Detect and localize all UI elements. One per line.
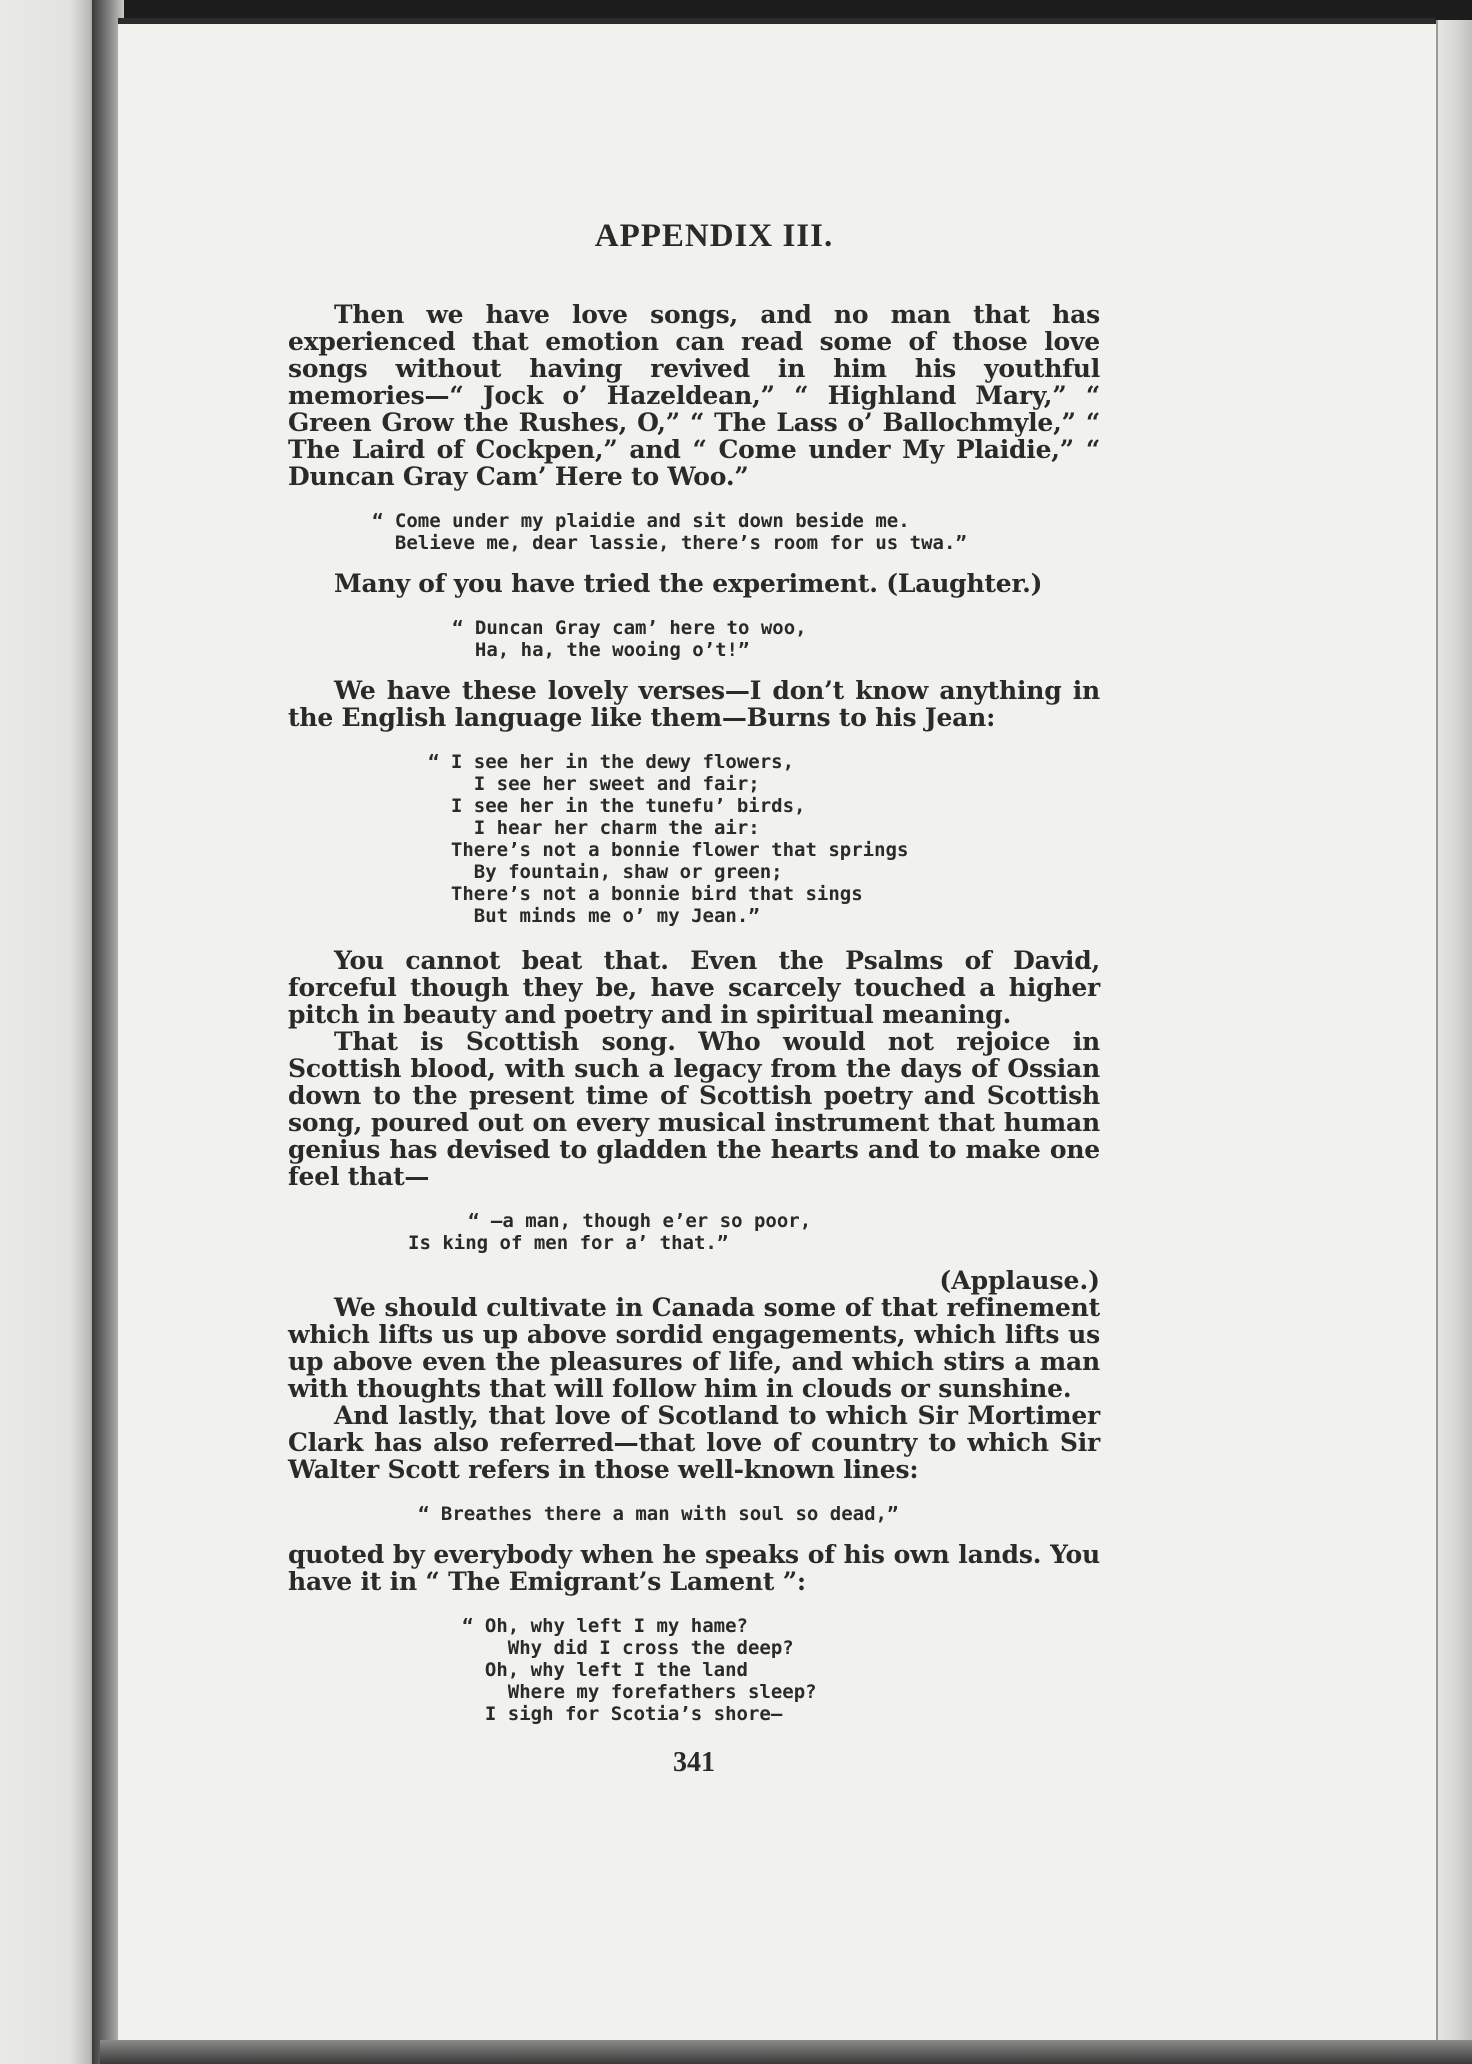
quote-line: By fountain, shaw or green; xyxy=(428,861,783,883)
paragraph-love-of-scotland: And lastly, that love of Scotland to which Sir Mortimer Clark has also referred—that love of country to which Sir Walter Scott refers in those well-known lines: xyxy=(288,1401,1100,1484)
page-title: APPENDIX III. xyxy=(594,218,834,254)
paragraph-scottish-song: That is Scottish song. Who would not rejoice in Scottish blood, with such a legacy from the days of Ossian down to the present time of Scottish poetry and Scottish song, poured out on every musical instrument that human genius has devised to gladden the hearts and to make one feel that— xyxy=(288,1027,1100,1191)
quote-line: “ I see her in the dewy flowers, xyxy=(428,751,795,773)
quote-line: There’s not a bonnie flower that springs xyxy=(428,839,909,861)
quote-why-left xyxy=(288,1615,1100,1725)
quote-line: But minds me o’ my Jean.” xyxy=(428,905,760,927)
quote-line: I hear her charm the air: xyxy=(428,817,760,839)
paragraph-love-songs: Then we have love songs, and no man that has experienced that emotion can read some of those love songs without having revived in him his youthful memories—“ Jock o’ Hazeldean,” “ Highland Mary,” “ Green Grow the Rushes, O,” “ The Lass o’ Ballochmyle,” “ The Laird of Cockpen,” and “ Come under My Plaidie,” “ Duncan Gray Cam’ Here to Woo.” xyxy=(288,300,1100,491)
bottom-page-edge xyxy=(100,2040,1472,2064)
quote-line: “ —a man, though e’er so poor, xyxy=(468,1210,812,1232)
paragraph-experiment: Many of you have tried the experiment. (Laughter.) xyxy=(334,569,1043,598)
quote-line: There’s not a bonnie bird that sings xyxy=(428,883,863,905)
quote-duncan-gray xyxy=(288,617,1100,661)
page-text-block xyxy=(288,218,1100,1779)
quote-line: Believe me, dear lassie, there’s room for us twa.” xyxy=(372,532,967,554)
paragraph-lovely-verses: We have these lovely verses—I don’t know anything in the English language like them—Burns to his Jean: xyxy=(288,676,1100,732)
quote-line: Why did I cross the deep? xyxy=(462,1637,794,1659)
paragraph-psalms: You cannot beat that. Even the Psalms of David, forceful though they be, have scarcely touched a higher pitch in beauty and poetry and in spiritual meaning. xyxy=(288,946,1100,1029)
quote-line: “ Breathes there a man with soul so dead,” xyxy=(418,1503,899,1525)
quote-line: “ Oh, why left I my hame? xyxy=(462,1615,748,1637)
page-number: 341 xyxy=(673,1747,715,1778)
quote-line: I see her sweet and fair; xyxy=(428,773,760,795)
quote-line: Where my forefathers sleep? xyxy=(462,1681,817,1703)
quote-line: “ Duncan Gray cam’ here to woo, xyxy=(452,617,807,639)
quote-man-poor xyxy=(288,1210,1100,1254)
quote-breathes-there xyxy=(288,1503,1100,1525)
left-page-edge xyxy=(0,0,100,2064)
paragraph-refinement: We should cultivate in Canada some of that refinement which lifts us up above sordid engagements, which lifts us up above even the pleasures of life, and which stirs a man with thoughts that will follow him in clouds or sunshine. xyxy=(288,1293,1100,1403)
quote-line: Ha, ha, the wooing o’t!” xyxy=(452,639,750,661)
quote-line: Is king of men for a’ that.” xyxy=(408,1232,729,1254)
paragraph-emigrants-lament: quoted by everybody when he speaks of his own lands. You have it in “ The Emigrant’s Lament ”: xyxy=(288,1540,1100,1596)
quote-plaidie xyxy=(288,510,1100,554)
quote-line: I sigh for Scotia’s shore— xyxy=(462,1703,783,1725)
applause-note: (Applause.) xyxy=(939,1266,1100,1295)
quote-line: Oh, why left I the land xyxy=(462,1659,748,1681)
quote-burns-jean xyxy=(288,751,1100,927)
quote-line: I see her in the tunefu’ birds, xyxy=(428,795,806,817)
quote-line: “ Come under my plaidie and sit down beside me. xyxy=(372,510,910,532)
right-page-edge xyxy=(1436,20,1472,2064)
